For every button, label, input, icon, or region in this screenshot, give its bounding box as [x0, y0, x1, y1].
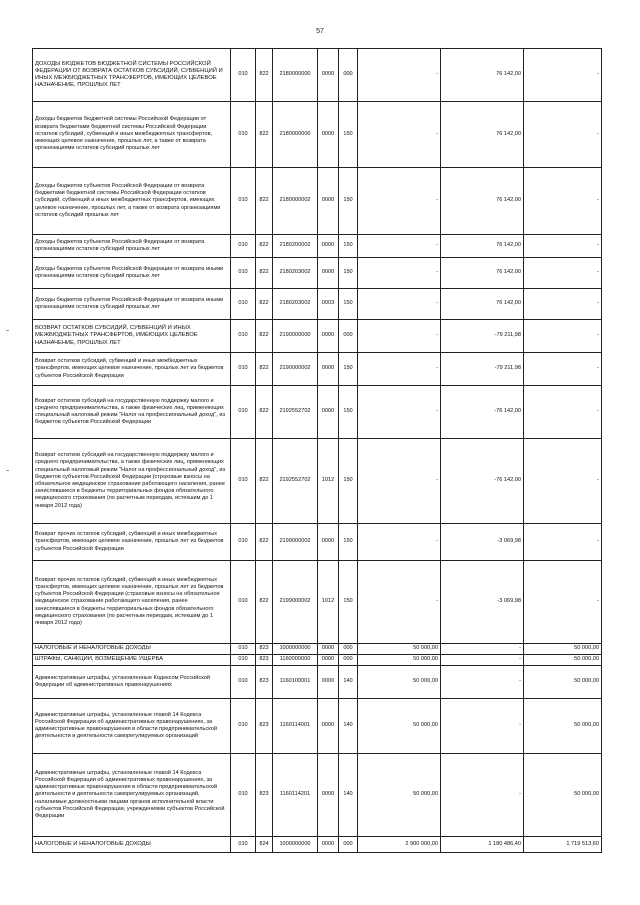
value-fact: 76 142,00 [441, 289, 524, 320]
value-fact: - [441, 644, 524, 655]
value-fact: -79 211,98 [441, 320, 524, 353]
value-remaining: - [524, 386, 602, 439]
code-subtype: 1012 [318, 561, 339, 644]
code-kosgu: 150 [339, 258, 358, 289]
code-kbk: 1160000000 [273, 655, 318, 666]
code-kosgu: 150 [339, 386, 358, 439]
table-row [33, 102, 602, 168]
value-fact: 76 142,00 [441, 258, 524, 289]
row-name: Административные штрафы, установленные главой 14 Кодекса Российской Федерации об административных правонарушениях, за административные правонарушения в области предпринимательской деятельности и деятельности саморегулируемых организаций, налагаемые должностными лицами органов исполнительной власти субъектов Российской Федерации, учреждениями субъектов Российской Федерации [33, 754, 231, 837]
margin-mark [6, 330, 9, 331]
code-kosgu: 150 [339, 235, 358, 258]
code-chapter: 010 [231, 258, 256, 289]
code-subtype: 0000 [318, 49, 339, 102]
code-chapter: 010 [231, 235, 256, 258]
value-plan: - [358, 386, 441, 439]
value-fact: -79 211,98 [441, 353, 524, 386]
code-kbk: 2180203002 [273, 289, 318, 320]
value-remaining: 1 719 513,60 [524, 837, 602, 853]
value-remaining: 50 000,00 [524, 644, 602, 655]
row-name: Возврат остатков субсидий на государственную поддержку малого и среднего предпринимательства, а также физических лиц, применяющих специальный налоговый режим "Налог на профессиональный доход", из бюджетов субъектов Российской Федерации (страховые взносы на обязательное медицинское страхование работающего населения, ранее зачислявшиеся в бюджеты территориальных фондов обязательного медицинского страхования (по расчетным периодам, истекшим до 1 января 2012 года) [33, 439, 231, 524]
code-admin: 823 [256, 699, 273, 754]
row-name: Доходы бюджетов бюджетной системы Российской Федерации от возврата бюджетами бюджетной системы Российской Федерации остатков субсидий, субвенций и иных межбюджетных трансфертов, имеющих целевое назначение, прошлых лет, а также от возврата организациями остатков субсидий прошлых лет [33, 102, 231, 168]
table-row [33, 561, 602, 644]
value-plan: 50 000,00 [358, 754, 441, 837]
row-name: Возврат остатков субсидий на государственную поддержку малого и среднего предпринимательства, а также физических лиц, применяющих специальный налоговый режим "Налог на профессиональный доход", из бюджетов субъектов Российской Федерации [33, 386, 231, 439]
table-row [33, 837, 602, 853]
code-kbk: 2180000002 [273, 168, 318, 235]
value-remaining: - [524, 235, 602, 258]
row-name: Административные штрафы, установленные главой 14 Кодекса Российской Федерации об административных правонарушениях, за административные правонарушения в области предпринимательской деятельности и деятельности саморегулируемых организаций [33, 699, 231, 754]
code-admin: 823 [256, 754, 273, 837]
value-fact: - [441, 699, 524, 754]
code-chapter: 010 [231, 49, 256, 102]
code-subtype: 0000 [318, 837, 339, 853]
code-kbk: 2180203002 [273, 258, 318, 289]
value-remaining: 50 000,00 [524, 666, 602, 699]
value-plan: - [358, 102, 441, 168]
value-remaining: 50 000,00 [524, 754, 602, 837]
code-kbk: 2199000002 [273, 524, 318, 561]
code-chapter: 010 [231, 644, 256, 655]
code-subtype: 0000 [318, 102, 339, 168]
table-row [33, 524, 602, 561]
code-kosgu: 150 [339, 168, 358, 235]
code-kbk: 2180000000 [273, 49, 318, 102]
value-plan: - [358, 353, 441, 386]
code-chapter: 010 [231, 439, 256, 524]
code-chapter: 010 [231, 754, 256, 837]
row-name: Административные штрафы, установленные Кодексом Российской Федерации об административных правонарушениях [33, 666, 231, 699]
code-kbk: 2180200002 [273, 235, 318, 258]
code-admin: 822 [256, 102, 273, 168]
code-kbk: 2199000002 [273, 561, 318, 644]
code-admin: 822 [256, 168, 273, 235]
value-remaining: 50 000,00 [524, 655, 602, 666]
code-chapter: 010 [231, 524, 256, 561]
value-plan: - [358, 561, 441, 644]
value-remaining: - [524, 561, 602, 644]
value-fact: -3 069,98 [441, 524, 524, 561]
code-kosgu: 150 [339, 102, 358, 168]
code-subtype: 0000 [318, 754, 339, 837]
code-admin: 822 [256, 320, 273, 353]
code-admin: 822 [256, 386, 273, 439]
code-subtype: 0000 [318, 386, 339, 439]
value-remaining: - [524, 524, 602, 561]
table-row [33, 439, 602, 524]
code-chapter: 010 [231, 102, 256, 168]
code-admin: 822 [256, 49, 273, 102]
code-kosgu: 000 [339, 837, 358, 853]
value-fact: -76 142,00 [441, 439, 524, 524]
code-admin: 822 [256, 561, 273, 644]
code-subtype: 0000 [318, 320, 339, 353]
table-row [33, 386, 602, 439]
code-admin: 822 [256, 439, 273, 524]
page-number: 57 [316, 28, 324, 35]
code-kosgu: 000 [339, 49, 358, 102]
value-fact: -76 142,00 [441, 386, 524, 439]
code-kosgu: 000 [339, 320, 358, 353]
code-subtype: 0000 [318, 699, 339, 754]
code-admin: 823 [256, 666, 273, 699]
code-chapter: 010 [231, 837, 256, 853]
code-kbk: 2192552702 [273, 439, 318, 524]
code-chapter: 010 [231, 289, 256, 320]
code-subtype: 0003 [318, 289, 339, 320]
value-remaining: - [524, 49, 602, 102]
code-subtype: 1012 [318, 439, 339, 524]
code-kbk: 1160114001 [273, 699, 318, 754]
code-kosgu: 140 [339, 754, 358, 837]
value-fact: 76 142,00 [441, 49, 524, 102]
code-admin: 822 [256, 289, 273, 320]
value-remaining: - [524, 353, 602, 386]
value-plan: 2 900 000,00 [358, 837, 441, 853]
row-name: Доходы бюджетов субъектов Российской Федерации от возврата иными организациями остатков субсидий прошлых лет [33, 289, 231, 320]
code-kbk: 2190000000 [273, 320, 318, 353]
table-row [33, 168, 602, 235]
code-admin: 824 [256, 837, 273, 853]
table-row [33, 320, 602, 353]
value-plan: 50 000,00 [358, 655, 441, 666]
code-subtype: 0000 [318, 655, 339, 666]
value-remaining: - [524, 439, 602, 524]
table-row [33, 235, 602, 258]
budget-table [32, 48, 602, 853]
code-kbk: 2180000000 [273, 102, 318, 168]
value-fact: - [441, 655, 524, 666]
code-admin: 822 [256, 524, 273, 561]
code-kosgu: 140 [339, 699, 358, 754]
row-name: Доходы бюджетов субъектов Российской Федерации от возврата бюджетами бюджетной системы Российской Федерации остатков субсидий, субвенций и иных межбюджетных трансфертов, имеющих целевое назначение, прошлых лет, а также от возврата организациями остатков субсидий прошлых лет [33, 168, 231, 235]
code-subtype: 0000 [318, 353, 339, 386]
value-plan: - [358, 235, 441, 258]
value-plan: - [358, 168, 441, 235]
row-name: НАЛОГОВЫЕ И НЕНАЛОГОВЫЕ ДОХОДЫ [33, 644, 231, 655]
value-remaining: 50 000,00 [524, 699, 602, 754]
code-kbk: 1160100001 [273, 666, 318, 699]
code-subtype: 0000 [318, 258, 339, 289]
code-chapter: 010 [231, 561, 256, 644]
code-chapter: 010 [231, 386, 256, 439]
value-plan: - [358, 524, 441, 561]
value-remaining: - [524, 320, 602, 353]
row-name: Доходы бюджетов субъектов Российской Федерации от возврата иными организациями остатков субсидий прошлых лет [33, 258, 231, 289]
code-chapter: 010 [231, 353, 256, 386]
value-remaining: - [524, 168, 602, 235]
code-kbk: 1000000000 [273, 837, 318, 853]
value-plan: - [358, 439, 441, 524]
value-fact: 76 142,00 [441, 102, 524, 168]
code-admin: 823 [256, 655, 273, 666]
row-name: Возврат прочих остатков субсидий, субвенций и иных межбюджетных трансфертов, имеющих целевое назначение, прошлых лет из бюджетов субъектов Российской Федерации [33, 524, 231, 561]
row-name: Возврат прочих остатков субсидий, субвенций и иных межбюджетных трансфертов, имеющих целевое назначение, прошлых лет из бюджетов субъектов Российской Федерации (страховые взносы на обязательное медицинское страхование работающего населения, ранее зачислявшиеся в бюджеты территориальных фондов обязательного медицинского страхования (по расчетным периодам, истекшим до 1 января 2012 года) [33, 561, 231, 644]
code-subtype: 0000 [318, 524, 339, 561]
value-remaining: - [524, 102, 602, 168]
code-subtype: 0000 [318, 666, 339, 699]
code-kosgu: 150 [339, 524, 358, 561]
code-admin: 823 [256, 644, 273, 655]
code-subtype: 0000 [318, 168, 339, 235]
code-kosgu: 150 [339, 439, 358, 524]
value-remaining: - [524, 289, 602, 320]
code-kosgu: 140 [339, 666, 358, 699]
value-fact: - [441, 754, 524, 837]
code-kosgu: 150 [339, 353, 358, 386]
code-admin: 822 [256, 353, 273, 386]
table-row [33, 666, 602, 699]
code-kosgu: 000 [339, 655, 358, 666]
code-kosgu: 150 [339, 561, 358, 644]
value-fact: - [441, 666, 524, 699]
table-row [33, 655, 602, 666]
row-name: ШТРАФЫ, САНКЦИИ, ВОЗМЕЩЕНИЕ УЩЕРБА [33, 655, 231, 666]
table-row [33, 353, 602, 386]
value-plan: - [358, 258, 441, 289]
code-kosgu: 000 [339, 644, 358, 655]
row-name: Возврат остатков субсидий, субвенций и иных межбюджетных трансфертов, имеющих целевое назначение, прошлых лет из бюджетов субъектов Российской Федерации [33, 353, 231, 386]
code-chapter: 010 [231, 320, 256, 353]
value-fact: 1 180 486,40 [441, 837, 524, 853]
table-row [33, 289, 602, 320]
code-admin: 822 [256, 258, 273, 289]
table-row [33, 49, 602, 102]
code-chapter: 010 [231, 168, 256, 235]
code-subtype: 0000 [318, 235, 339, 258]
value-plan: - [358, 289, 441, 320]
value-fact: 76 142,00 [441, 235, 524, 258]
row-name: НАЛОГОВЫЕ И НЕНАЛОГОВЫЕ ДОХОДЫ [33, 837, 231, 853]
value-fact: -3 069,98 [441, 561, 524, 644]
row-name: Доходы бюджетов субъектов Российской Федерации от возврата организациями остатков субсидий прошлых лет [33, 235, 231, 258]
value-plan: 50 000,00 [358, 644, 441, 655]
margin-mark [6, 470, 9, 471]
value-remaining: - [524, 258, 602, 289]
table-row [33, 644, 602, 655]
table-row [33, 754, 602, 837]
code-chapter: 010 [231, 655, 256, 666]
table-row [33, 258, 602, 289]
code-chapter: 010 [231, 699, 256, 754]
value-plan: 50 000,00 [358, 666, 441, 699]
row-name: ДОХОДЫ БЮДЖЕТОВ БЮДЖЕТНОЙ СИСТЕМЫ РОССИЙСКОЙ ФЕДЕРАЦИИ ОТ ВОЗВРАТА ОСТАТКОВ СУБСИДИЙ, СУБВЕНЦИЙ И ИНЫХ МЕЖБЮДЖЕТНЫХ ТРАНСФЕРТОВ, ИМЕЮЩИХ ЦЕЛЕВОЕ НАЗНАЧЕНИЕ, ПРОШЛЫХ ЛЕТ [33, 49, 231, 102]
value-fact: 76 142,00 [441, 168, 524, 235]
code-kbk: 1000000000 [273, 644, 318, 655]
code-kbk: 1160114201 [273, 754, 318, 837]
row-name: ВОЗВРАТ ОСТАТКОВ СУБСИДИЙ, СУБВЕНЦИЙ И ИНЫХ МЕЖБЮДЖЕТНЫХ ТРАНСФЕРТОВ, ИМЕЮЩИХ ЦЕЛЕВОЕ НАЗНАЧЕНИЕ, ПРОШЛЫХ ЛЕТ [33, 320, 231, 353]
code-subtype: 0000 [318, 644, 339, 655]
code-kbk: 2192552702 [273, 386, 318, 439]
value-plan: - [358, 320, 441, 353]
code-chapter: 010 [231, 666, 256, 699]
code-kbk: 2190000002 [273, 353, 318, 386]
value-plan: 50 000,00 [358, 699, 441, 754]
table-row [33, 699, 602, 754]
code-admin: 822 [256, 235, 273, 258]
value-plan: - [358, 49, 441, 102]
code-kosgu: 150 [339, 289, 358, 320]
